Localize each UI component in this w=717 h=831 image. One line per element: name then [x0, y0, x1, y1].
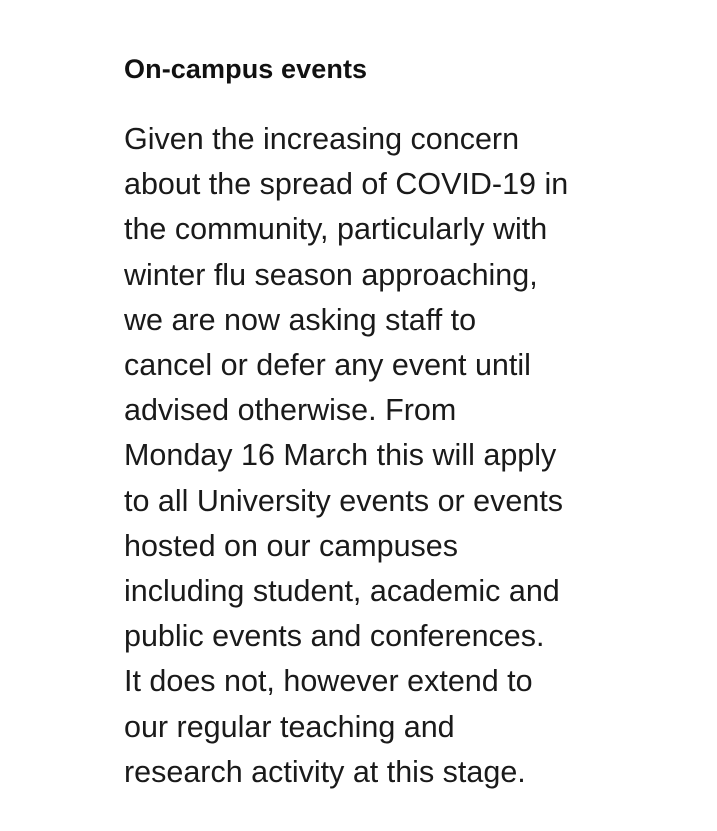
paragraph-line: winter flu season approaching,	[124, 257, 538, 292]
document-section	[124, 50, 704, 795]
paragraph-line: to all University events or events	[124, 483, 564, 518]
paragraph-line: we are now asking staff to	[124, 302, 477, 337]
paragraph-line: It does not, however extend to	[124, 664, 533, 699]
paragraph-line: cancel or defer any event until	[124, 348, 531, 383]
paragraph-line: about the spread of COVID-19 in	[124, 167, 569, 202]
paragraph-line: Given the increasing concern	[124, 122, 520, 156]
paragraph-line: the community, particularly with	[124, 212, 548, 247]
section-heading: On-campus events	[124, 54, 368, 84]
announcement-paragraph	[124, 117, 704, 795]
paragraph-line: Monday 16 March this will apply	[124, 438, 557, 473]
paragraph-line: research activity at this stage.	[124, 754, 526, 789]
paragraph-line: public events and conferences.	[124, 619, 545, 654]
paragraph-line: advised otherwise. From	[124, 393, 457, 428]
paragraph-line: our regular teaching and	[124, 709, 455, 744]
paragraph-line: including student, academic and	[124, 574, 560, 609]
paragraph-line: hosted on our campuses	[124, 528, 459, 563]
